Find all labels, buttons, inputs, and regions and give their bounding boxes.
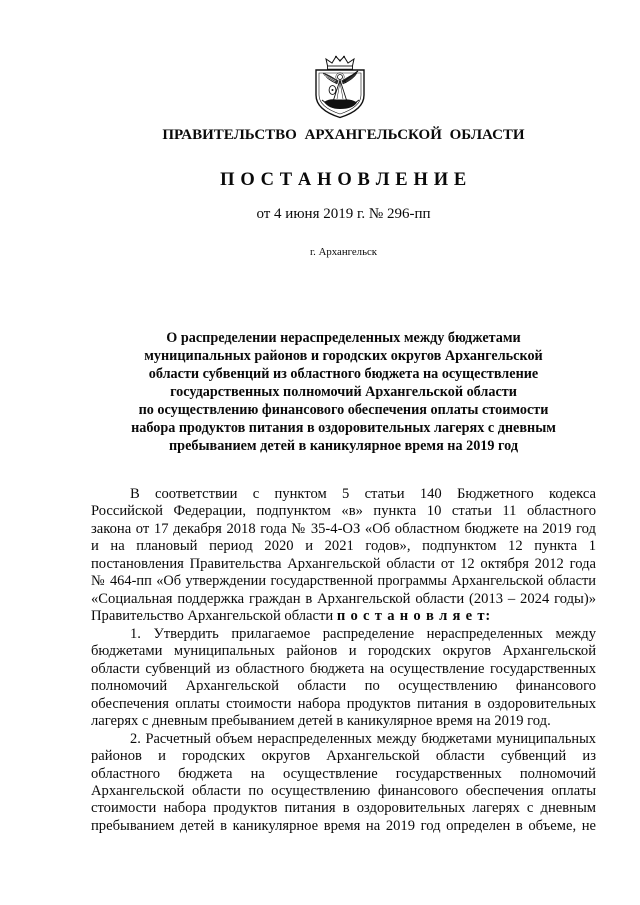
title-line: пребыванием детей в каникулярное время на 2019 год [169, 438, 518, 454]
text-line: области субвенций из областного бюджета на осуществление государственных [91, 660, 596, 677]
text-line: и на плановый период 2020 и 2021 годов», подпунктом 12 пункта 1 [91, 538, 596, 555]
text-line: В соответствии с пунктом 5 статьи 140 Бюджетного кодекса [130, 486, 596, 502]
text-line: закона от 17 декабря 2018 года № 35-4-ОЗ «Об областном бюджете на 2019 год [91, 520, 596, 537]
coat-of-arms-icon [311, 55, 369, 119]
city-name: г. Архангельск [309, 246, 378, 258]
government-name: ПРАВИТЕЛЬСТВО АРХАНГЕЛЬСКОЙ ОБЛАСТИ [162, 127, 525, 143]
item-1-paragraph [91, 626, 596, 731]
document-title [91, 329, 596, 455]
text-line: лагерях с дневным пребыванием детей в каникулярное время на 2019 год. [91, 713, 551, 730]
preamble-paragraph [91, 486, 596, 626]
text-line: постановления Правительства Архангельской области от 12 октября 2012 года [91, 555, 596, 572]
document-body [91, 486, 596, 835]
title-line: муниципальных районов и городских округов Архангельской [144, 348, 543, 364]
title-line: О распределении нераспределенных между бюджетами [166, 330, 521, 346]
preamble-subject: Правительство Архангельской области [91, 608, 334, 625]
text-line: 2. Расчетный объем нераспределенных между бюджетами муниципальных [130, 730, 596, 747]
text-line: «Социальная поддержка граждан в Архангельской области (2013 – 2024 годы)» [91, 590, 596, 607]
resolves-word: п о с т а н о в л я е т: [336, 608, 492, 625]
text-line: № 464-пп «Об утверждении государственной программы Архангельской области [91, 573, 596, 590]
document-type: П О С Т А Н О В Л Е Н И Е [220, 170, 467, 190]
text-line: бюджетами муниципальных районов и городских округов Архангельской [91, 643, 596, 660]
text-line: пребыванием детей в каникулярное время на 2019 год определен в объеме, не [91, 817, 596, 834]
text-line: Архангельской области по осуществлению финансового обеспечения оплаты [91, 782, 596, 799]
text-line: стоимости набора продуктов питания в оздоровительных лагерях с дневным [91, 800, 596, 817]
title-line: области субвенций из областного бюджета на осуществление [148, 366, 539, 382]
text-line [91, 608, 596, 625]
text-line: обеспечения оплаты стоимости набора продуктов питания в оздоровительных [91, 695, 596, 712]
text-line: полномочий Архангельской области по осуществлению финансового [91, 678, 596, 695]
item-2-paragraph [91, 731, 596, 836]
text-line: районов и городских округов Архангельской области субвенций из [91, 748, 596, 765]
text-line: Российской Федерации, подпунктом «в» пункта 10 статьи 11 областного [91, 503, 596, 520]
text-line: областного бюджета на осуществление государственных полномочий [91, 765, 596, 782]
title-line: по осуществлению финансового обеспечения оплаты стоимости [138, 402, 549, 418]
date-and-number: от 4 июня 2019 г. № 296-пп [256, 206, 431, 222]
text-line: 1. Утвердить прилагаемое распределение нераспределенных между [130, 625, 596, 642]
title-line: государственных полномочий Архангельской области [170, 384, 517, 400]
title-line: набора продуктов питания в оздоровительных лагерях с дневным [131, 420, 556, 436]
